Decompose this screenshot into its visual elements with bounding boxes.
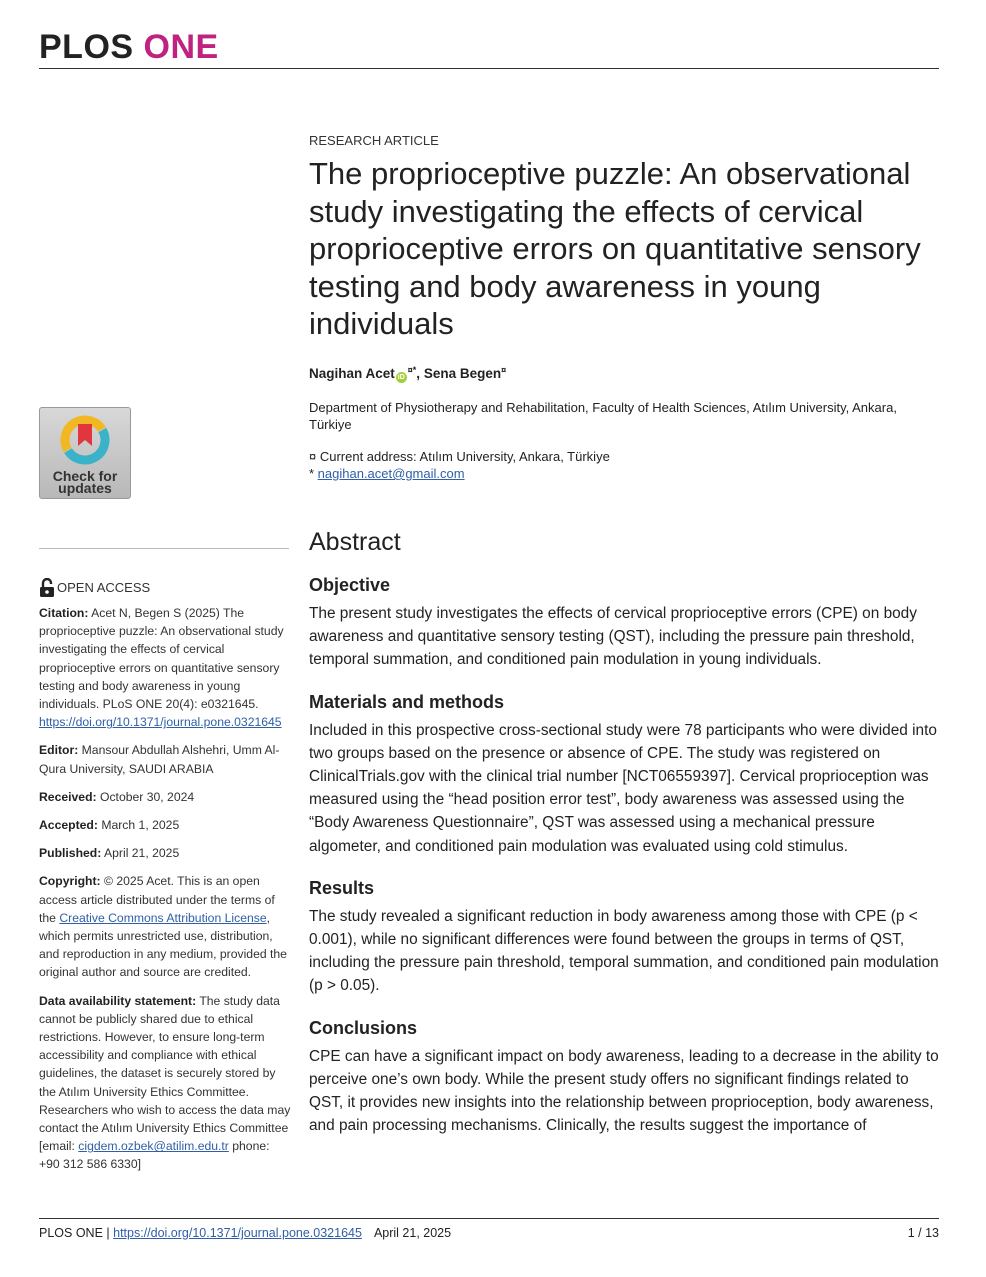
- current-address: ¤ Current address: Atılım University, Ankara, Türkiye: [309, 448, 610, 464]
- footer-divider: [39, 1218, 939, 1219]
- license-link[interactable]: Creative Commons Attribution License: [59, 910, 267, 925]
- section-heading-results: Results: [309, 877, 375, 898]
- citation-label: Citation:: [39, 606, 89, 620]
- page-number: 1 / 13: [907, 1226, 939, 1240]
- sidebar-divider: [39, 548, 289, 549]
- data-email-link[interactable]: cigdem.ozbek@atilim.edu.tr: [78, 1139, 229, 1154]
- orcid-icon[interactable]: iD: [397, 373, 405, 381]
- published-label: Published:: [39, 846, 102, 861]
- section-text-results: The study revealed a significant reduction in body awareness among those with CPE (p < 0.001), while no significant differences were found between the groups in terms of QST, including the pressure pain threshold, temporal summation, and conditioned pain modulation (p > 0.05).: [309, 907, 939, 995]
- logo-plos: PLOS: [39, 28, 134, 66]
- received-label: Received:: [39, 789, 97, 804]
- accepted-label: Accepted:: [39, 818, 98, 833]
- badge-line2: updates: [58, 480, 112, 496]
- plos-one-logo[interactable]: [39, 28, 219, 67]
- header-divider: [39, 68, 939, 69]
- section-heading-methods: Materials and methods: [309, 691, 505, 712]
- section-heading-conclusions: Conclusions: [309, 1017, 418, 1038]
- email-prefix: *: [309, 465, 318, 481]
- copyright-text1: © 2025 Acet. This is an open access article distributed under the terms of the: [39, 874, 275, 925]
- author-list: [309, 365, 939, 383]
- author-separator: ,: [416, 365, 424, 381]
- data-availability-text1: The study data cannot be publicly shared due to ethical restrictions. However, to ensure long-term accessibility and compliance with ethical guidelines, the dataset is securely stored by the Atılım University Ethics Committee. Researchers who wish to access the data may contact the Atılım University Ethics Committee [email:: [39, 993, 291, 1154]
- abstract-heading: Abstract: [309, 527, 401, 556]
- accepted-text: March 1, 2025: [101, 818, 180, 833]
- citation-text: Acet N, Begen S (2025) The proprioceptive puzzle: An observational study investigating the effects of cervical proprioceptive errors on quantitative sensory testing and body awareness in young individuals. PLoS ONE 20(4): e0321645.: [39, 606, 284, 712]
- editor: [39, 741, 291, 777]
- section-heading-objective: Objective: [309, 574, 391, 595]
- data-availability: [39, 992, 291, 1174]
- copyright-text2: , which permits unrestricted use, distribution, and reproduction in any medium, provided the original author and source are credited.: [39, 910, 287, 980]
- data-availability-label: Data availability statement:: [39, 993, 197, 1008]
- affiliation: Department of Physiotherapy and Rehabilitation, Faculty of Health Sciences, Atılım University, Ankara, Türkiye: [309, 399, 897, 432]
- published-text: April 21, 2025: [104, 846, 180, 861]
- article-main: [309, 133, 939, 1137]
- section-text-conclusions: CPE can have a significant impact on body awareness, leading to a decrease in the ability to perceive one’s own body. While the present study offers no significant findings related to QST, it provides new insights into the relationship between proprioception, body awareness, and pain processing mechanisms. Clinically, the results suggest the importance of: [309, 1047, 939, 1135]
- footer-date: April 21, 2025: [373, 1226, 452, 1240]
- editor-text: Mansour Abdullah Alshehri, Umm Al-Qura University, SAUDI ARABIA: [39, 743, 280, 776]
- editor-label: Editor:: [39, 743, 79, 758]
- received: [39, 788, 291, 806]
- published: [39, 844, 291, 862]
- data-availability-text2: phone: +90 312 586 6330]: [39, 1139, 270, 1172]
- email-line: [309, 465, 939, 482]
- author-1[interactable]: Nagihan Acet: [309, 365, 395, 381]
- logo-one: ONE: [143, 28, 219, 66]
- author-1-sup: ¤*: [407, 364, 417, 375]
- copyright-label: Copyright:: [39, 874, 101, 889]
- page-footer: [39, 1226, 939, 1240]
- citation: [39, 604, 291, 731]
- article-title: The proprioceptive puzzle: An observational study investigating the effects of cervical proprioceptive errors on quantitative sensory testing and body awareness in young individuals: [309, 156, 921, 342]
- badge-line1: Check for: [52, 468, 118, 484]
- open-lock-icon: [39, 578, 55, 598]
- check-for-updates-badge[interactable]: [39, 407, 131, 499]
- footer-doi-link[interactable]: https://doi.org/10.1371/journal.pone.0321645: [113, 1226, 362, 1240]
- crossmark-icon: [59, 414, 111, 466]
- open-access-label: [39, 578, 291, 598]
- article-info-sidebar: [39, 578, 291, 1184]
- section-text-methods: Included in this prospective cross-sectional study were 78 participants who were divided into two groups based on the presence or absence of CPE. The study was registered on ClinicalTrials.gov with the clinical trial number [NCT06559397]. Cervical proprioception was measured using the “head position error test”, body awareness was assessed using the “Body Awareness Questionnaire”, QST was assessed using a mechanical pressure algometer, and conditioned pain modulation was evaluated using cold stimulus.: [309, 721, 937, 855]
- received-text: October 30, 2024: [99, 789, 195, 804]
- copyright: [39, 872, 291, 981]
- open-access-text: OPEN ACCESS: [57, 579, 151, 595]
- correspondence: [309, 448, 939, 482]
- accepted: [39, 816, 291, 834]
- section-text-objective: The present study investigates the effects of cervical proprioceptive errors (CPE) on body awareness and quantitative sensory testing (QST), including the pressure pain threshold, temporal summation, and conditioned pain modulation in young individuals.: [309, 604, 917, 669]
- article-type: RESEARCH ARTICLE: [309, 133, 439, 148]
- citation-doi-link[interactable]: https://doi.org/10.1371/journal.pone.0321645: [39, 715, 282, 730]
- author-email-link[interactable]: nagihan.acet@gmail.com: [317, 465, 465, 481]
- author-2[interactable]: Sena Begen: [423, 365, 502, 381]
- footer-journal: PLOS ONE |: [39, 1226, 110, 1240]
- author-2-sup: ¤: [501, 364, 507, 375]
